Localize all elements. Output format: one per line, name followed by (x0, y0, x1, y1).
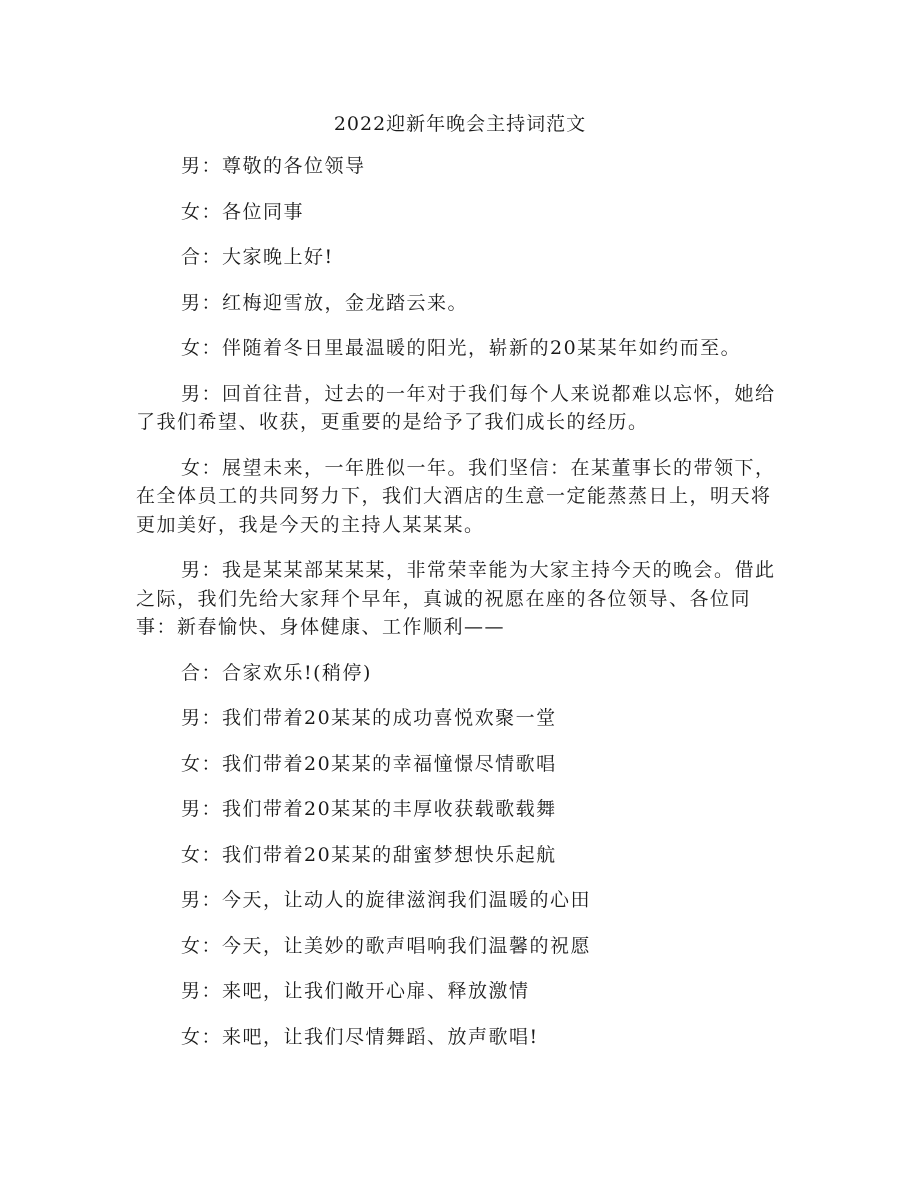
paragraph: 合：合家欢乐!(稍停) (181, 661, 372, 684)
paragraph: 男：来吧，让我们敞开心扉、释放激情 (181, 980, 530, 1002)
paragraph: 男：我是某某部某某某，非常荣幸能为大家主持今天的晚会。借此之际，我们先给大家拜个早年，真诚的祝愿在座的各位领导、各位同事：新春愉快、身体健康、工作顺利—— (136, 559, 776, 638)
paragraph: 男：我们带着20某某的丰厚收获载歌载舞 (181, 798, 557, 820)
paragraph: 男：今天，让动人的旋律滋润我们温暖的心田 (181, 889, 592, 911)
paragraph: 男：尊敬的各位领导 (181, 155, 366, 177)
paragraph: 女：各位同事 (181, 200, 305, 223)
document-title: 2022迎新年晚会主持词范文 (333, 113, 587, 135)
paragraph: 女：今天，让美妙的歌声唱响我们温馨的祝愿 (181, 934, 592, 957)
paragraph: 女：来吧，让我们尽情舞蹈、放声歌唱! (181, 1025, 539, 1048)
paragraph: 男：红梅迎雪放，金龙踏云来。 (181, 291, 469, 314)
paragraph: 合：大家晚上好! (181, 246, 334, 268)
paragraph: 女：我们带着20某某的幸福憧憬尽情歌唱 (181, 752, 557, 775)
document-body (136, 152, 776, 1068)
paragraph: 男：我们带着20某某的成功喜悦欢聚一堂 (181, 707, 557, 729)
paragraph: 男：回首往昔，过去的一年对于我们每个人来说都难以忘怀，她给了我们希望、收获，更重要的是给予了我们成长的经历。 (136, 382, 776, 433)
paragraph: 女：展望未来，一年胜似一年。我们坚信：在某董事长的带领下，在全体员工的共同努力下，我们大酒店的生意一定能蒸蒸日上，明天将更加美好，我是今天的主持人某某某。 (136, 456, 776, 536)
paragraph: 女：我们带着20某某的甜蜜梦想快乐起航 (181, 843, 557, 866)
paragraph: 女：伴随着冬日里最温暖的阳光，崭新的20某某年如约而至。 (181, 337, 742, 359)
